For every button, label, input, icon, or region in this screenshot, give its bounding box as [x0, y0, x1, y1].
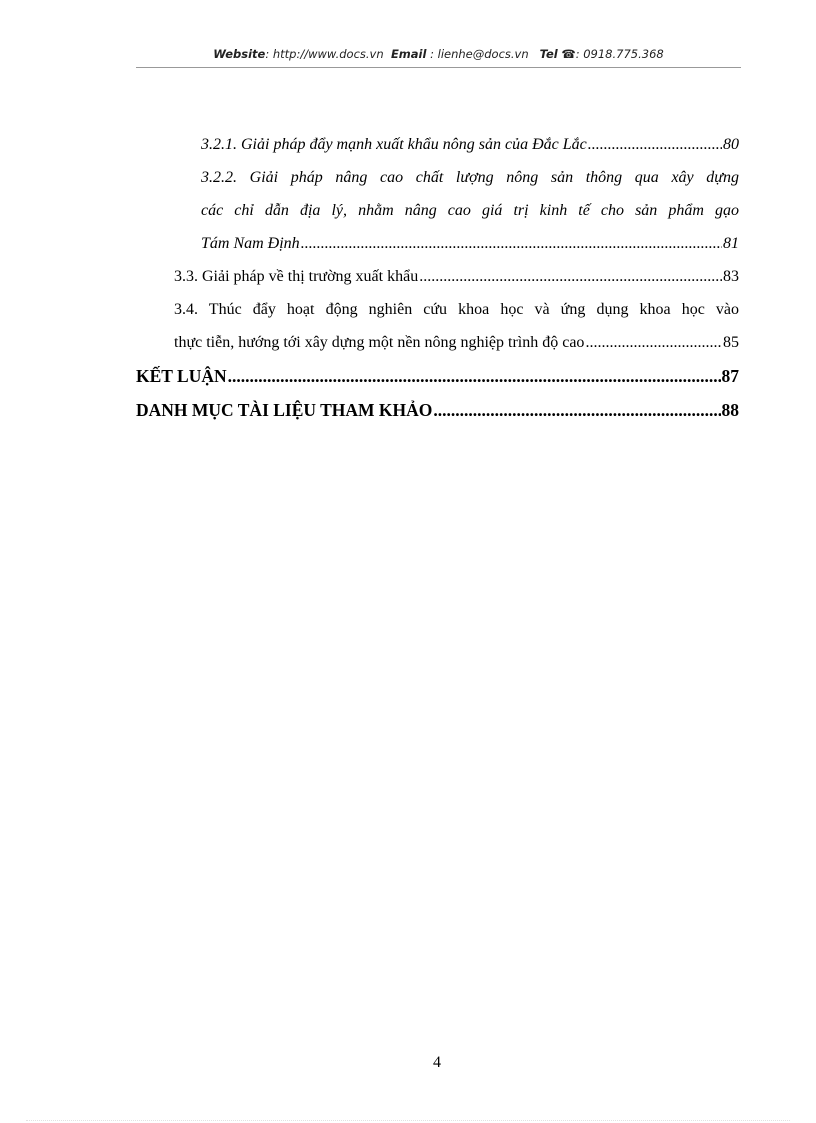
email-value: : lienhe@docs.vn	[426, 47, 529, 61]
toc-entry-title: KẾT LUẬN	[136, 366, 227, 386]
dot-leader	[228, 359, 721, 393]
toc-entry-title: 3.2.1. Giải pháp đẩy mạnh xuất khẩu nông sản của Đắc Lắc	[201, 136, 587, 153]
toc-entry-3-2-1[interactable]	[136, 128, 739, 161]
toc-entry-3-3[interactable]	[136, 260, 739, 293]
phone-icon: ☎	[561, 47, 576, 61]
dot-leader	[588, 128, 722, 161]
website-value: : http://www.docs.vn	[265, 47, 384, 61]
header-divider	[136, 67, 741, 68]
toc-entry-title: DANH MỤC TÀI LIỆU THAM KHẢO	[136, 400, 433, 420]
toc-entry-title-line: thực tiễn, hướng tới xây dựng một nền nông nghiệp trình độ cao	[174, 334, 585, 351]
toc-entry-title: 3.3. Giải pháp về thị trường xuất khẩu	[174, 268, 419, 285]
toc-entry-danh-muc[interactable]	[136, 393, 739, 427]
toc-entry-3-2-2[interactable]	[136, 161, 739, 260]
dot-leader	[433, 393, 720, 427]
dot-leader	[301, 227, 722, 260]
tel-label: Tel	[539, 47, 558, 61]
toc-entry-title-line: Tám Nam Định	[201, 235, 300, 252]
page-header	[136, 47, 741, 61]
toc-entry-ket-luan[interactable]	[136, 359, 739, 393]
email-label: Email	[390, 47, 427, 61]
tel-value: : 0918.775.368	[575, 47, 664, 61]
toc-page-number: 88	[721, 400, 739, 420]
dot-leader	[585, 326, 722, 359]
dot-leader	[419, 260, 722, 293]
page-number: 4	[433, 1054, 441, 1071]
toc-entry-title-line: các chỉ dẫn địa lý, nhằm nâng cao giá trị kinh tế cho sản phẩm gạo	[201, 202, 739, 219]
toc-page-number: 83	[723, 268, 739, 285]
toc-page-number: 81	[723, 235, 739, 252]
table-of-contents	[136, 128, 739, 427]
toc-entry-3-4[interactable]	[136, 293, 739, 359]
toc-page-number: 80	[723, 136, 739, 153]
website-label: Website	[213, 47, 266, 61]
toc-page-number: 85	[723, 334, 739, 351]
page-bottom-border	[26, 1120, 790, 1121]
toc-entry-title-line: 3.2.2. Giải pháp nâng cao chất lượng nông sản thông qua xây dựng	[201, 169, 739, 186]
toc-entry-title-line: 3.4. Thúc đẩy hoạt động nghiên cứu khoa học và ứng dụng khoa học vào	[174, 301, 739, 318]
toc-page-number: 87	[721, 366, 739, 386]
